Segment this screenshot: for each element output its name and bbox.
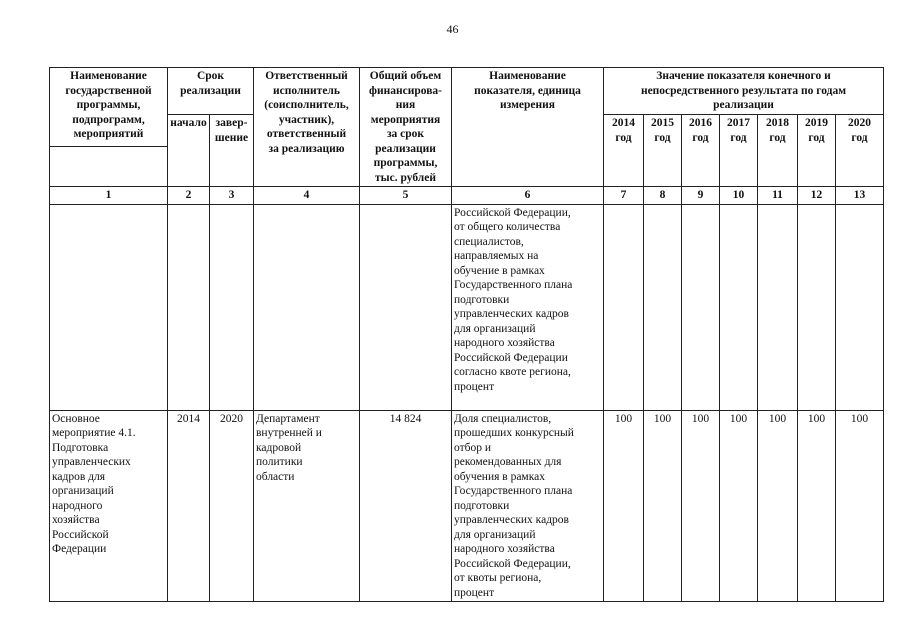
header-year-2016: 2016 год [682,115,720,187]
row-funding [360,204,452,410]
header-year-2019: 2019 год [798,115,836,187]
row-executor: Департамент внутренней и кадровой политики области [254,410,360,602]
column-number: 11 [758,187,798,205]
column-number: 3 [210,187,254,205]
program-table [49,67,884,602]
row-start [168,204,210,410]
row-name [50,204,168,410]
header-year-2014: 2014 год [604,115,644,187]
column-number: 13 [836,187,884,205]
header-program-name: Наименование государственной программы, подпрограмм, мероприятий [50,68,168,147]
row-value-2018 [758,204,798,410]
header-year-2020: 2020 год [836,115,884,187]
column-number: 6 [452,187,604,205]
row-funding: 14 824 [360,410,452,602]
row-indicator: Доля специалистов, прошедших конкурсный отбор и рекомендованных для обучения в рамках Государственного плана подготовки управленческих кадров для организаций народного хозяйства Российской Федерации, от квоты региона, процент [452,410,604,602]
page-number: 46 [446,22,459,36]
row-value-2015: 100 [644,410,682,602]
column-number: 10 [720,187,758,205]
header-period: Срок реализации [168,68,254,115]
row-name: Основное мероприятие 4.1. Подготовка управленческих кадров для организаций народного хозяйства Российской Федерации [50,410,168,602]
header-executor: Ответственный исполнитель (соисполнитель, участник), ответственный за реализацию [254,68,360,187]
header-indicator: Наименование показателя, единица измерения [452,68,604,187]
header-year-2015: 2015 год [644,115,682,187]
header-year-2018: 2018 год [758,115,798,187]
row-value-2016 [682,204,720,410]
row-value-2019 [798,204,836,410]
row-start: 2014 [168,410,210,602]
column-number: 4 [254,187,360,205]
row-value-2014: 100 [604,410,644,602]
row-end: 2020 [210,410,254,602]
column-number: 8 [644,187,682,205]
column-number: 1 [50,187,168,205]
column-number: 9 [682,187,720,205]
row-value-2016: 100 [682,410,720,602]
header-funding: Общий объем финансирова- ния мероприятия за срок реализации программы, тыс. рублей [360,68,452,187]
row-indicator: Российской Федерации, от общего количества специалистов, направляемых на обучение в рамках Государственного плана подготовки управленческих кадров для организаций народного хозяйства Российской Федерации согласно квоте региона, процент [452,204,604,410]
header-year-2017: 2017 год [720,115,758,187]
table-row [50,204,884,410]
header-end: завер- шение [210,115,254,187]
table-row [50,410,884,602]
row-value-2014 [604,204,644,410]
row-end [210,204,254,410]
row-value-2020: 100 [836,410,884,602]
row-value-2017: 100 [720,410,758,602]
header-values: Значение показателя конечного и непосредственного результата по годам реализации [604,68,884,115]
column-number: 2 [168,187,210,205]
row-value-2018: 100 [758,410,798,602]
column-number: 5 [360,187,452,205]
row-value-2019: 100 [798,410,836,602]
row-executor [254,204,360,410]
header-start: начало [168,115,210,187]
column-number: 7 [604,187,644,205]
row-value-2020 [836,204,884,410]
row-value-2015 [644,204,682,410]
column-number: 12 [798,187,836,205]
row-value-2017 [720,204,758,410]
